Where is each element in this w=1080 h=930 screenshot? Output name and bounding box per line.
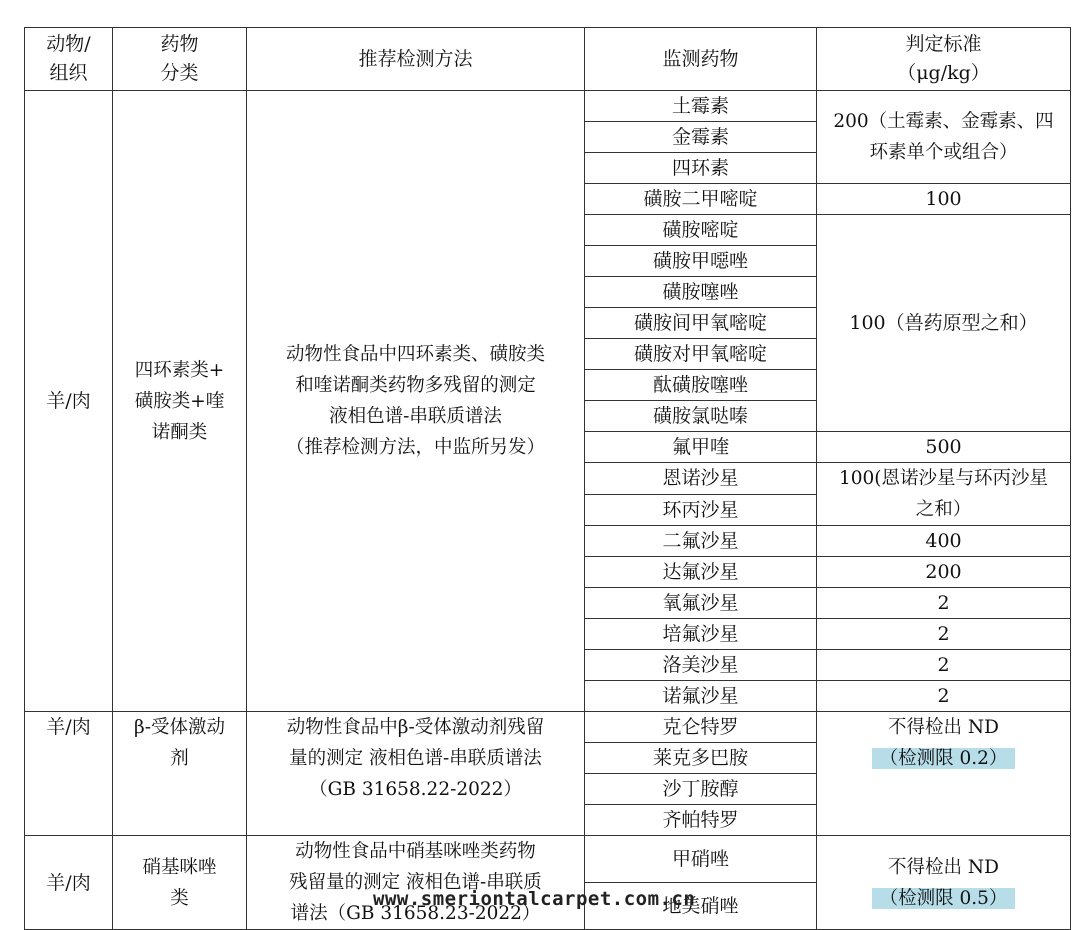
group3-standard: 不得检出 ND （检测限 0.5）: [817, 836, 1071, 930]
drug-cell: 克仑特罗: [585, 712, 817, 743]
group2-method: 动物性食品中β-受体激动剂残留 量的测定 液相色谱-串联质谱法 （GB 31658.22-2022）: [247, 712, 585, 836]
group1-animal: 羊/肉: [25, 91, 113, 712]
drug-cell: 磺胺间甲氧嘧啶: [585, 308, 817, 339]
header-method: 推荐检测方法: [247, 28, 585, 91]
drug-cell: 氧氟沙星: [585, 588, 817, 619]
drug-cell: 恩诺沙星: [585, 463, 817, 495]
drug-cell: 磺胺噻唑: [585, 277, 817, 308]
group1-method: 动物性食品中四环素类、磺胺类 和喹诺酮类药物多残留的测定 液相色谱-串联质谱法 （推荐检测方法，中监所另发）: [247, 91, 585, 712]
group2-animal: 羊/肉: [25, 712, 113, 836]
drug-cell: 四环素: [585, 153, 817, 184]
standard-cell: 200: [817, 557, 1071, 588]
header-animal: 动物/ 组织: [25, 28, 113, 91]
standard-sulfonamides: 100（兽药原型之和）: [817, 215, 1071, 432]
drug-cell: 土霉素: [585, 91, 817, 122]
standard-cell: 2: [817, 681, 1071, 712]
drug-cell: 环丙沙星: [585, 494, 817, 526]
drug-cell: 莱克多巴胺: [585, 743, 817, 774]
drug-cell: 诺氟沙星: [585, 681, 817, 712]
drug-cell: 齐帕特罗: [585, 805, 817, 836]
header-drug-class: 药物 分类: [113, 28, 247, 91]
drug-cell: 磺胺氯哒嗪: [585, 401, 817, 432]
header-standard: 判定标准 （μg/kg）: [817, 28, 1071, 91]
group1-drug-class: 四环素类+ 磺胺类+喹 诺酮类: [113, 91, 247, 712]
drug-cell: 磺胺对甲氧嘧啶: [585, 339, 817, 370]
drug-cell: 酞磺胺噻唑: [585, 370, 817, 401]
watermark-text: www.smeriontalcarpet.com.cn: [373, 888, 696, 910]
detection-limit-highlight: （检测限 0.2）: [872, 748, 1016, 769]
header-row: [25, 28, 1071, 91]
drug-cell: 金霉素: [585, 122, 817, 153]
drug-cell: 磺胺嘧啶: [585, 215, 817, 246]
detection-limit-highlight: （检测限 0.5）: [872, 888, 1016, 909]
drug-cell: 氟甲喹: [585, 432, 817, 463]
drug-cell: 二氟沙星: [585, 526, 817, 557]
standard-enro-cipro: 100(恩诺沙星与环丙沙星 之和）: [817, 463, 1071, 526]
drug-cell: 洛美沙星: [585, 650, 817, 681]
group3-drug-class: 硝基咪唑 类: [113, 836, 247, 930]
table-row: [25, 836, 1071, 883]
table-row: [25, 712, 1071, 743]
standard-cell: 2: [817, 650, 1071, 681]
group2-drug-class: β-受体激动 剂: [113, 712, 247, 836]
standard-cell: 2: [817, 588, 1071, 619]
group3-method: 动物性食品中硝基咪唑类药物 残留量的测定 液相色谱-串联质 谱法（GB 31658.23-2022）: [247, 836, 585, 930]
residue-standards-table: [24, 27, 1071, 930]
standard-cell: 500: [817, 432, 1071, 463]
table-row: [25, 91, 1071, 122]
drug-cell: 培氟沙星: [585, 619, 817, 650]
drug-cell: 达氟沙星: [585, 557, 817, 588]
standard-cell: 400: [817, 526, 1071, 557]
drug-cell: 沙丁胺醇: [585, 774, 817, 805]
group3-animal: 羊/肉: [25, 836, 113, 930]
standard-cell: 100: [817, 184, 1071, 215]
group2-standard: 不得检出 ND （检测限 0.2）: [817, 712, 1071, 836]
standard-cell: 2: [817, 619, 1071, 650]
drug-cell: 磺胺甲噁唑: [585, 246, 817, 277]
drug-cell: 地美硝唑: [585, 883, 817, 930]
standard-tetracyclines: 200（土霉素、金霉素、四 环素单个或组合）: [817, 91, 1071, 184]
drug-cell: 甲硝唑: [585, 836, 817, 883]
drug-cell: 磺胺二甲嘧啶: [585, 184, 817, 215]
header-monitored-drug: 监测药物: [585, 28, 817, 91]
